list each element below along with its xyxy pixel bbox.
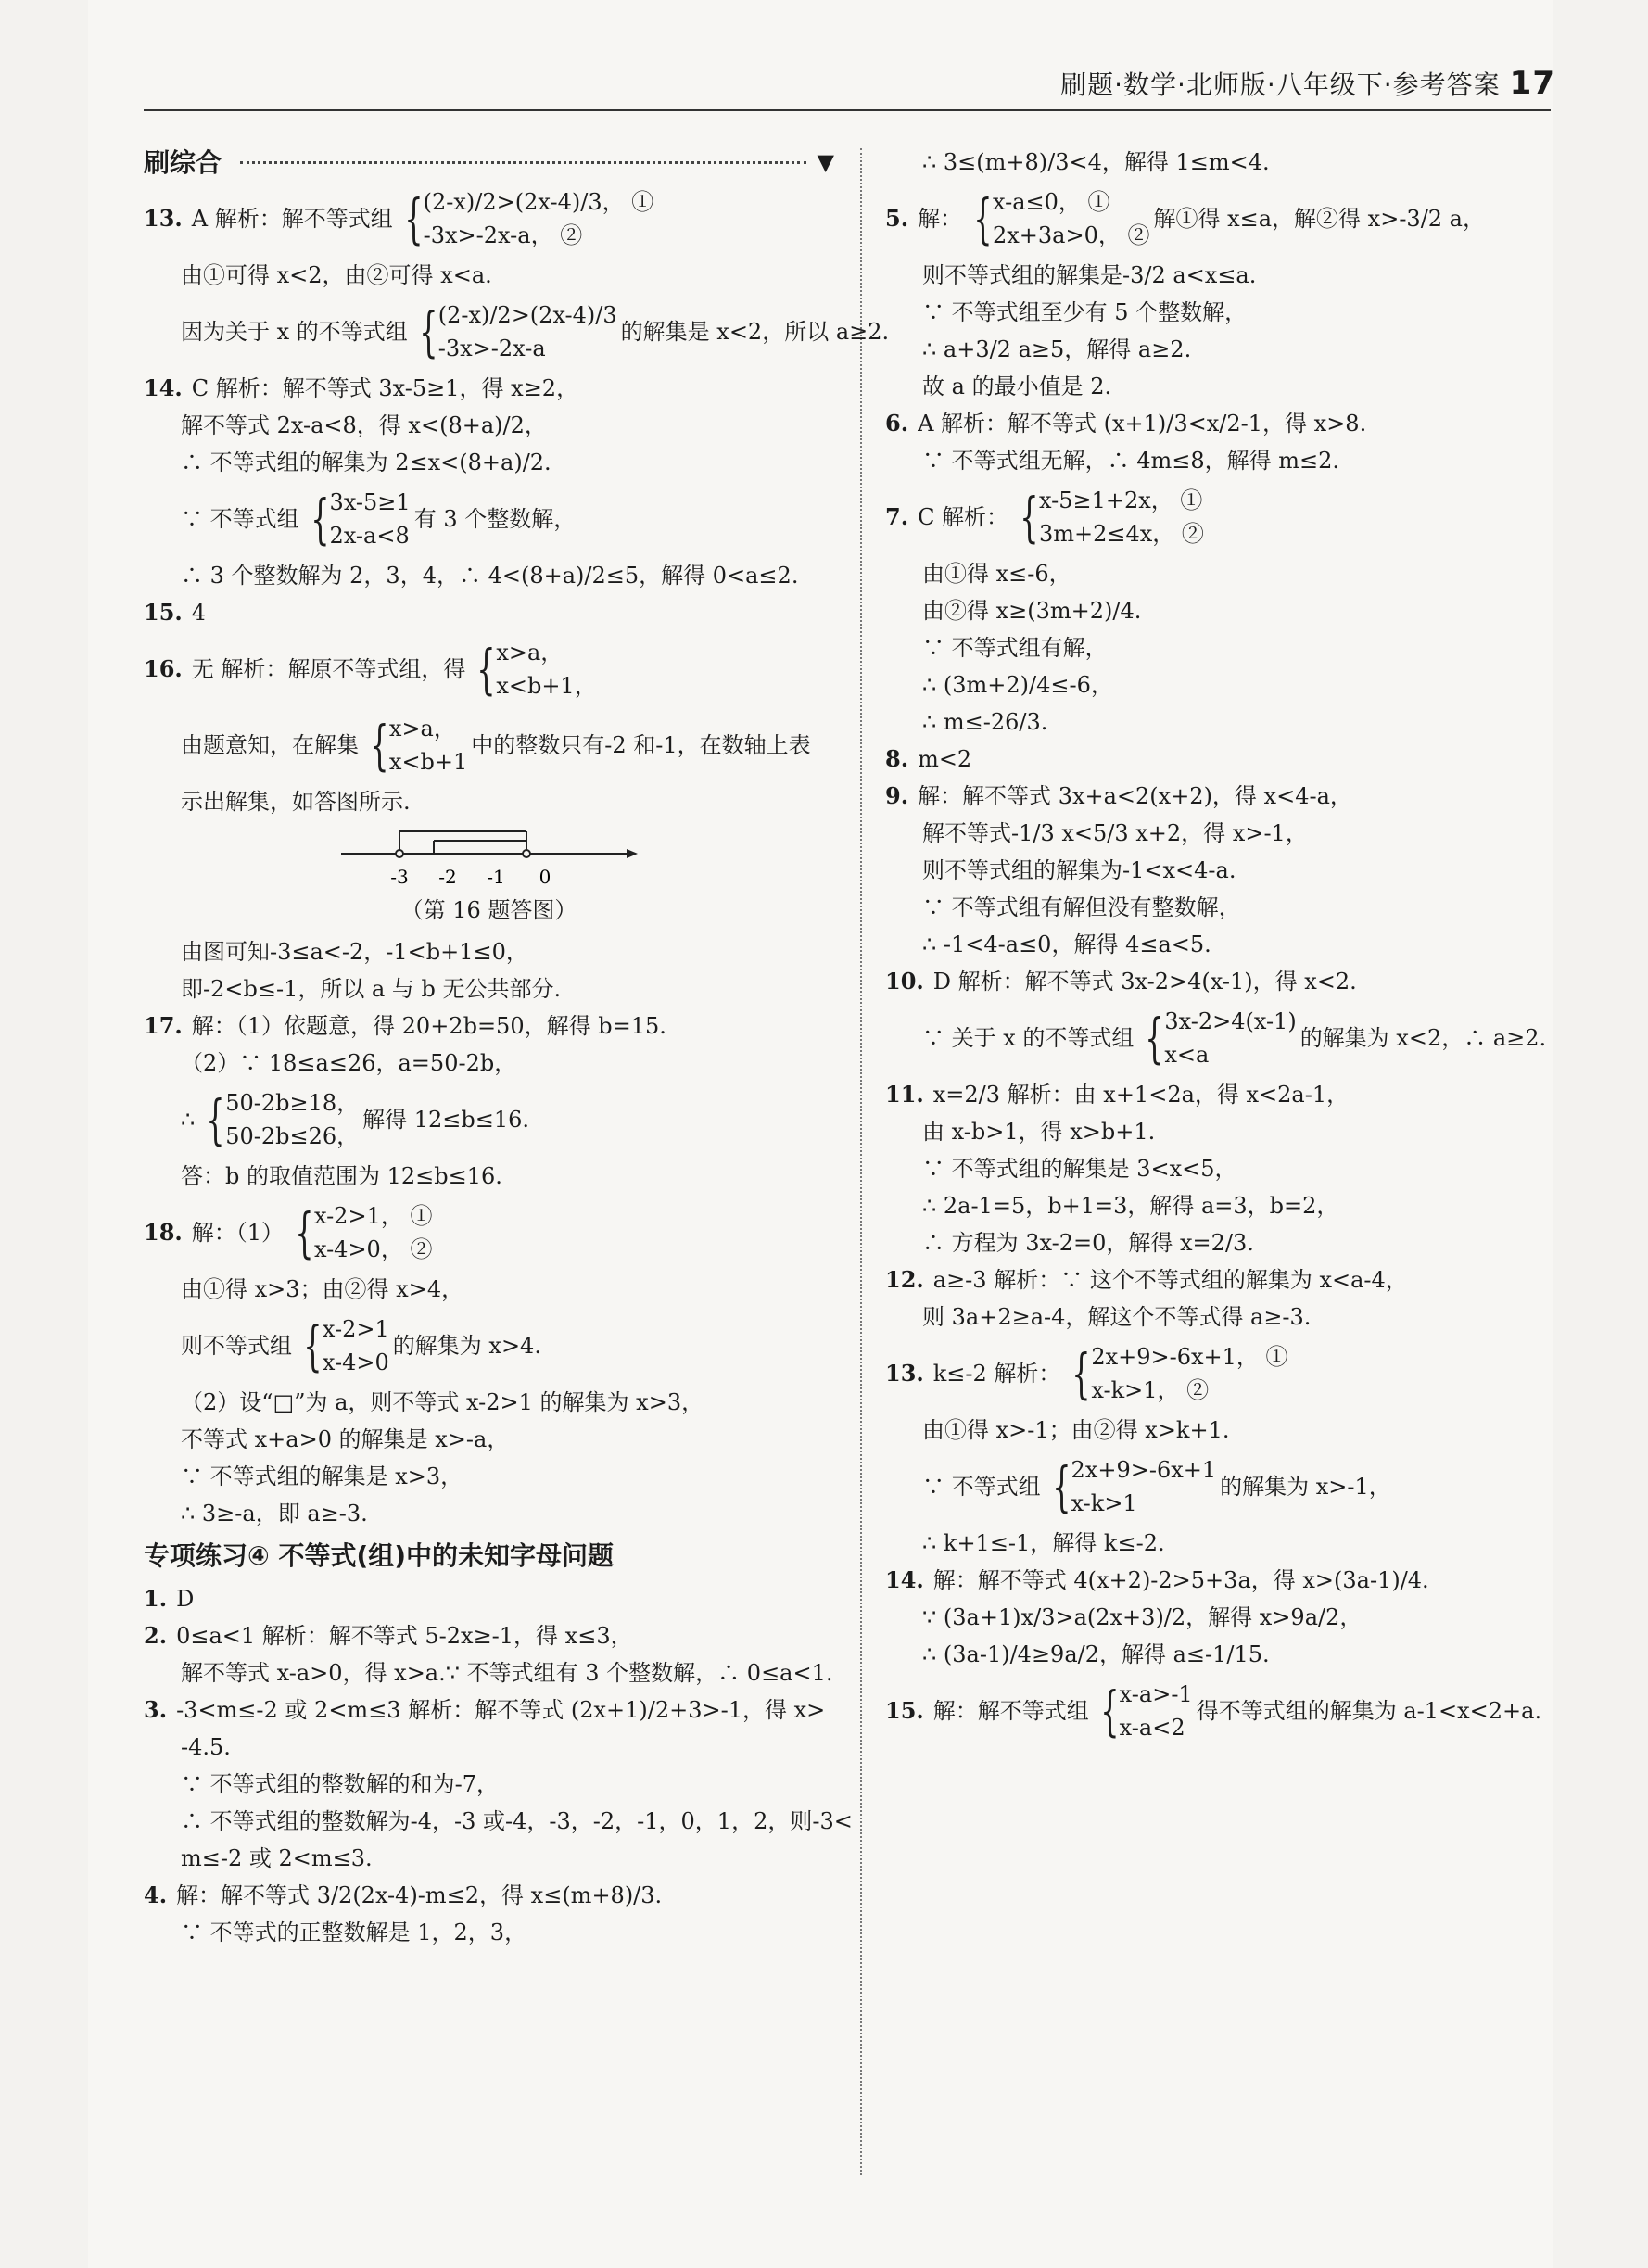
answer-line <box>885 294 1553 331</box>
brace-icon: { <box>1145 1007 1165 1070</box>
answer-line <box>144 1421 834 1458</box>
header-rule <box>144 109 1551 111</box>
answer-text: ∴ -1<4-a≤0，解得 4≤a<5. <box>922 931 1211 957</box>
system-rows <box>323 1312 389 1379</box>
right-column <box>885 144 1553 1749</box>
answer-line <box>144 1803 853 1840</box>
answer-text: ∵ 不等式组至少有 5 个整数解， <box>922 299 1248 325</box>
tick-label: 0 <box>539 866 551 888</box>
question-number: 14. <box>885 1566 924 1593</box>
inequality-system <box>412 298 617 365</box>
inequality-system <box>198 1086 359 1153</box>
answer-text: ∵ 不等式组有解， <box>922 635 1108 661</box>
system-rows <box>330 486 411 552</box>
answer-text: D <box>176 1586 195 1612</box>
tick-label: -2 <box>437 866 457 888</box>
answer-line <box>885 181 1553 257</box>
answer-line <box>885 1525 1553 1562</box>
system-rows <box>1120 1678 1193 1744</box>
answer-text: 示出解集，如答图所示. <box>181 789 411 815</box>
page-header <box>1060 65 1555 102</box>
system-row: x>a， <box>388 716 456 741</box>
brace-icon: { <box>303 1314 323 1377</box>
system-row: x-a>-1 <box>1119 1681 1193 1707</box>
inequality-system <box>303 486 411 552</box>
answer-text: 的解集为 x>-1， <box>1220 1474 1391 1500</box>
brace-icon: { <box>295 1201 314 1264</box>
answer-text: 中的整数只有-2 和-1，在数轴上表 <box>471 732 811 758</box>
system-rows <box>1039 484 1204 551</box>
system-rows <box>1091 1340 1287 1407</box>
answer-text: 无 解析：解原不等式组，得 <box>191 656 466 682</box>
system-rows <box>314 1199 433 1266</box>
answer-line <box>144 1082 834 1158</box>
answer-text: A 解析：解不等式组 <box>191 206 393 232</box>
answer-text: 解不等式 2x-a<8，得 x<(8+a)/2， <box>181 412 547 438</box>
brace-icon: { <box>419 300 438 363</box>
answer-text: ∴ 2a-1=5，b+1=3，解得 a=3，b=2， <box>922 1193 1339 1219</box>
answer-text: 由②得 x≥(3m+2)/4. <box>922 598 1142 624</box>
answer-text: ∴ 3 个整数解为 2，3，4，∴ 4<(8+a)/2≤5，解得 0<a≤2. <box>181 563 799 589</box>
inequality-system <box>966 185 1149 252</box>
answer-text: 由①可得 x<2，由②可得 x<a. <box>181 262 492 288</box>
question-number: 8. <box>885 745 909 772</box>
answer-line <box>144 631 834 707</box>
question-number: 15. <box>885 1697 924 1724</box>
answer-line <box>885 1187 1553 1224</box>
answer-text: 则 3a+2≥a-4，解这个不等式得 a≥-3. <box>922 1304 1312 1330</box>
axis-arrow-icon <box>627 849 638 858</box>
tick-label: -1 <box>486 866 505 888</box>
answer-line <box>144 1580 834 1617</box>
answer-line <box>885 1412 1553 1449</box>
dotted-leader <box>240 161 806 164</box>
answer-text: ∵ 不等式组有解但没有整数解， <box>922 894 1241 920</box>
inequality-system <box>1137 1005 1296 1071</box>
section-title-comprehensive: 刷综合 ▼ <box>144 146 834 178</box>
answer-text: 由 x-b>1，得 x>b+1. <box>922 1119 1156 1145</box>
inequality-system <box>1045 1453 1217 1520</box>
answer-line <box>144 933 834 970</box>
system-row: -3x>-2x-a <box>437 336 546 361</box>
answer-line <box>144 257 834 294</box>
answer-text: 由①得 x>-1；由②得 x>k+1. <box>922 1417 1230 1443</box>
answer-line <box>144 1617 834 1654</box>
answer-text: m<2 <box>918 746 972 772</box>
answer-text: ∴ 方程为 3x-2=0，解得 x=2/3. <box>922 1230 1254 1256</box>
answer-line <box>885 1000 1553 1076</box>
system-rows <box>225 1086 359 1153</box>
answer-text: 解得 12≤b≤16. <box>362 1107 530 1133</box>
system-rows <box>1071 1453 1217 1520</box>
inequality-system <box>362 712 467 779</box>
answer-line <box>144 1045 834 1082</box>
question-number: 13. <box>885 1360 924 1387</box>
system-row: x-k>1， ② <box>1091 1377 1210 1403</box>
system-row: x-5≥1+2x， ① <box>1038 488 1203 513</box>
answer-text: 解：（1）依题意，得 20+2b=50，解得 b=15. <box>191 1013 666 1039</box>
system-rows <box>993 185 1150 252</box>
answer-line <box>144 294 890 370</box>
answer-line <box>144 407 834 444</box>
answer-text: 解不等式 x-a>0，得 x>a.∵ 不等式组有 3 个整数解，∴ 0≤a<1. <box>181 1660 833 1686</box>
answer-text: ∵ 不等式组无解，∴ 4m≤8，解得 m≤2. <box>922 448 1340 474</box>
answer-text: x=2/3 解析：由 x+1<2a，得 x<2a-1， <box>932 1082 1350 1108</box>
answer-line <box>885 1673 1553 1749</box>
answer-line <box>885 889 1553 926</box>
number-line-svg <box>332 828 647 893</box>
answer-text: m≤-2 或 2<m≤3. <box>181 1845 373 1871</box>
answer-line <box>885 1599 1553 1636</box>
answer-text: ∵ 不等式的正整数解是 1，2，3， <box>181 1920 527 1945</box>
answer-text: ∴ (3a-1)/4≥9a/2，解得 a≤-1/15. <box>922 1641 1270 1667</box>
open-point-left <box>396 850 403 857</box>
answer-text: ∵ 不等式组 <box>181 506 299 532</box>
brace-icon: { <box>206 1088 225 1151</box>
system-row: x-4>0， ② <box>313 1236 433 1262</box>
system-rows <box>389 712 467 779</box>
answer-line <box>885 405 1553 442</box>
header-title: 刷题·数学·北师版·八年级下·参考答案 <box>1060 70 1501 100</box>
answer-line <box>885 778 1553 815</box>
answer-text: 因为关于 x 的不等式组 <box>181 319 408 345</box>
answer-line <box>144 1691 834 1729</box>
system-row: x<b+1 <box>388 749 468 775</box>
system-row: x<b+1， <box>496 673 597 699</box>
answer-text: 的解集为 x<2，∴ a≥2. <box>1299 1025 1547 1051</box>
answer-line <box>144 1158 834 1195</box>
system-row: x-2>1， ① <box>313 1203 433 1229</box>
answer-line <box>885 555 1553 592</box>
question-number: 12. <box>885 1266 924 1293</box>
answer-text: A 解析：解不等式 (x+1)/3<x/2-1，得 x>8. <box>918 411 1367 437</box>
inequality-system <box>1012 484 1204 551</box>
answer-text: ∵ 关于 x 的不等式组 <box>922 1025 1135 1051</box>
answer-line <box>885 442 1553 479</box>
answer-text: 由①得 x≤-6， <box>922 561 1071 587</box>
answer-text: 的解集是 x<2，所以 a≥2. <box>620 319 890 345</box>
answer-text: ∴ (3m+2)/4≤-6， <box>922 672 1113 698</box>
answer-line <box>885 368 1553 405</box>
answer-line <box>885 331 1553 368</box>
system-rows <box>496 636 596 703</box>
answer-line <box>144 1308 834 1384</box>
answer-text: 解：解不等式组 <box>932 1698 1089 1724</box>
system-row: x-k>1 <box>1071 1490 1137 1516</box>
question-number: 7. <box>885 503 909 530</box>
answer-text: k≤-2 解析： <box>932 1361 1061 1387</box>
answer-list <box>144 933 834 1532</box>
system-row: x-2>1 <box>322 1316 389 1342</box>
figure-caption: （第 16 题答图） <box>400 897 577 923</box>
system-rows <box>424 185 654 252</box>
question-number: 1. <box>144 1585 168 1612</box>
system-row: (2-x)/2>(2x-4)/3， ① <box>423 189 654 215</box>
answer-text: 有 3 个整数解， <box>413 506 577 532</box>
answer-line <box>885 144 1553 181</box>
answer-line <box>144 1495 834 1532</box>
answer-text: D 解析：解不等式 3x-2>4(x-1)，得 x<2. <box>932 969 1357 995</box>
number-line-diagram <box>144 820 834 896</box>
answer-line <box>885 703 1553 741</box>
answer-text: ∴ 不等式组的解集为 2≤x<(8+a)/2. <box>181 450 551 475</box>
answer-line <box>885 852 1553 889</box>
brace-icon: { <box>1071 1342 1092 1405</box>
answer-line <box>144 1914 834 1951</box>
system-row: 3x-5≥1 <box>329 489 411 515</box>
answer-text: ∵ (3a+1)x/3>a(2x+3)/2，解得 x>9a/2， <box>922 1604 1363 1630</box>
system-row: 2x+9>-6x+1 <box>1071 1457 1217 1483</box>
question-number: 18. <box>144 1219 183 1246</box>
answer-text: ∵ 不等式组的解集是 x>3， <box>181 1463 463 1489</box>
answer-line <box>144 594 834 631</box>
answer-text: 解不等式-1/3 x<5/3 x+2，得 x>-1， <box>922 820 1308 846</box>
brace-icon: { <box>310 488 330 551</box>
answer-text: 则不等式组的解集为-1<x<4-a. <box>922 857 1236 883</box>
answer-text: 答：b 的取值范围为 12≤b≤16. <box>181 1163 502 1189</box>
question-number: 2. <box>144 1622 168 1649</box>
answer-text: ∴ a+3/2 a≥5，解得 a≥2. <box>922 336 1192 362</box>
answer-line <box>144 370 834 407</box>
answer-line <box>144 707 834 783</box>
answer-line <box>885 741 1553 778</box>
inequality-system <box>287 1199 432 1266</box>
question-number: 17. <box>144 1012 183 1039</box>
answer-line <box>144 1840 834 1877</box>
answer-line <box>144 1766 834 1803</box>
answer-text: a≥-3 解析：∵ 这个不等式组的解集为 x<a-4， <box>932 1267 1408 1293</box>
system-row: -3x>-2x-a， ② <box>423 222 583 248</box>
inequality-system <box>1064 1340 1287 1407</box>
answer-text: -4.5. <box>181 1734 231 1760</box>
answer-text: ∴ 3≥-a，即 a≥-3. <box>181 1501 368 1527</box>
question-number: 15. <box>144 599 183 626</box>
answer-text: （2）∵ 18≤a≤26，a=50-2b， <box>181 1050 517 1076</box>
answer-line <box>144 783 834 820</box>
section-title-special-practice: 专项练习④ 不等式(组)中的未知字母问题 <box>144 1540 615 1571</box>
system-row: x-a≤0， ① <box>992 189 1110 215</box>
brace-icon: { <box>476 638 497 701</box>
brace-icon: { <box>1100 1679 1120 1742</box>
question-number: 14. <box>144 374 183 401</box>
inequality-system <box>397 185 653 252</box>
answer-line <box>885 629 1553 666</box>
system-row: x>a， <box>496 640 564 665</box>
system-row: (2-x)/2>(2x-4)/3 <box>437 302 617 328</box>
column-divider <box>860 148 862 2175</box>
answer-line <box>144 444 834 481</box>
answer-text: 解①得 x≤a，解②得 x>-3/2 a， <box>1153 206 1485 232</box>
answer-line <box>144 481 834 557</box>
answer-text: ∵ 不等式组的解集是 3<x<5， <box>922 1156 1237 1182</box>
answer-text: 解：解不等式 3x+a<2(x+2)，得 x<4-a， <box>918 783 1352 809</box>
question-number: 4. <box>144 1882 168 1908</box>
system-row: 3x-2>4(x-1) <box>1164 1008 1297 1034</box>
answer-line <box>144 1654 834 1691</box>
inequality-system <box>1093 1678 1193 1744</box>
answer-list <box>885 144 1553 1749</box>
answer-text: ∵ 不等式组 <box>922 1474 1041 1500</box>
answer-text: 由题意知，在解集 <box>181 732 359 758</box>
answer-line <box>885 1224 1553 1261</box>
question-number: 13. <box>144 205 183 232</box>
inequality-system <box>296 1312 389 1379</box>
system-row: 50-2b≤26， <box>225 1123 360 1149</box>
answer-line <box>885 1261 1553 1299</box>
system-rows <box>1164 1005 1296 1071</box>
answer-text: ∴ 不等式组的整数解为-4，-3 或-4，-3，-2，-1，0，1，2，则-3< <box>181 1808 853 1834</box>
system-row: x<a <box>1164 1042 1210 1068</box>
system-row: 2x-a<8 <box>329 523 410 549</box>
brace-icon: { <box>973 187 993 250</box>
answer-text: 由图可知-3≤a<-2，-1<b+1≤0， <box>181 939 528 965</box>
answer-line <box>885 592 1553 629</box>
answer-line <box>144 1384 834 1421</box>
answer-text: ∴ <box>181 1107 196 1133</box>
question-number: 11. <box>885 1081 924 1108</box>
question-number: 3. <box>144 1696 168 1723</box>
answer-text: 解：解不等式 4(x+2)-2>5+3a，得 x>(3a-1)/4. <box>932 1567 1429 1593</box>
page-number: 17 <box>1509 65 1555 102</box>
answer-line <box>885 1076 1553 1113</box>
answer-text: 则不等式组 <box>181 1333 292 1359</box>
answer-line <box>885 815 1553 852</box>
system-rows <box>438 298 617 365</box>
system-row: 2x+9>-6x+1， ① <box>1091 1344 1288 1370</box>
answer-text: 由①得 x>3；由②得 x>4， <box>181 1276 464 1302</box>
answer-text: 不等式 x+a>0 的解集是 x>-a， <box>181 1426 510 1452</box>
answer-line <box>885 1449 1553 1525</box>
left-column <box>144 144 890 1951</box>
question-number: 10. <box>885 968 924 995</box>
answer-text: 的解集为 x>4. <box>392 1333 541 1359</box>
answer-text: ∴ m≤-26/3. <box>922 709 1048 735</box>
system-row: x-a<2 <box>1119 1715 1185 1741</box>
answer-line <box>144 1877 834 1914</box>
answer-text: ∴ 3≤(m+8)/3<4，解得 1≤m<4. <box>922 149 1270 175</box>
answer-list <box>144 1580 853 1951</box>
answer-line <box>885 257 1553 294</box>
question-number: 5. <box>885 205 909 232</box>
system-row: x-4>0 <box>322 1349 389 1375</box>
answer-text: C 解析： <box>918 504 1009 530</box>
answer-text: 得不等式组的解集为 a-1<x<2+a. <box>1196 1698 1542 1724</box>
answer-line <box>885 479 1553 555</box>
answer-line <box>144 1729 834 1766</box>
brace-icon: { <box>370 714 389 777</box>
answer-line <box>885 926 1553 963</box>
brace-icon: { <box>404 187 424 250</box>
answer-text: 解：（1） <box>191 1220 285 1246</box>
answer-text: （2）设“□”为 a，则不等式 x-2>1 的解集为 x>3， <box>181 1389 704 1415</box>
answer-line <box>144 1271 834 1308</box>
answer-text: 4 <box>191 600 207 626</box>
answer-line <box>885 666 1553 703</box>
answer-line <box>885 963 1553 1000</box>
answer-line <box>144 1195 834 1271</box>
answer-text: 0≤a<1 解析：解不等式 5-2x≥-1，得 x≤3， <box>176 1623 633 1649</box>
question-number: 9. <box>885 782 909 809</box>
answer-line <box>885 1336 1553 1412</box>
question-number: 16. <box>144 655 183 682</box>
answer-text: C 解析：解不等式 3x-5≥1，得 x≥2， <box>191 375 579 401</box>
answer-line <box>144 1007 834 1045</box>
answer-text: 解： <box>918 206 963 232</box>
answer-text: 即-2<b≤-1，所以 a 与 b 无公共部分. <box>181 976 562 1002</box>
answer-line <box>144 970 834 1007</box>
triangle-marker-icon: ▼ <box>817 149 834 175</box>
tick-label: -3 <box>389 866 409 888</box>
brace-icon: { <box>1020 486 1039 549</box>
system-row: 3m+2≤4x， ② <box>1038 521 1204 547</box>
answer-text: 解：解不等式 3/2(2x-4)-m≤2，得 x≤(m+8)/3. <box>176 1882 663 1908</box>
answer-text: 故 a 的最小值是 2. <box>922 374 1112 399</box>
answer-line <box>885 1113 1553 1150</box>
answer-line <box>144 181 834 257</box>
open-point-right <box>523 850 530 857</box>
answer-line <box>885 1562 1553 1599</box>
answer-line <box>144 557 834 594</box>
answer-text: -3<m≤-2 或 2<m≤3 解析：解不等式 (2x+1)/2+3>-1，得 x> <box>176 1697 826 1723</box>
answer-text: ∵ 不等式组的整数解的和为-7， <box>181 1771 500 1797</box>
question-number: 6. <box>885 410 909 437</box>
inequality-system <box>469 636 596 703</box>
answer-line <box>144 1458 834 1495</box>
answer-line <box>885 1150 1553 1187</box>
answer-line <box>885 1299 1553 1336</box>
brace-icon: { <box>1051 1455 1071 1518</box>
system-row: 2x+3a>0， ② <box>992 222 1150 248</box>
answer-list <box>144 181 890 820</box>
answer-text: ∴ k+1≤-1，解得 k≤-2. <box>922 1530 1165 1556</box>
answer-text: 则不等式组的解集是-3/2 a<x≤a. <box>922 262 1257 288</box>
system-row: 50-2b≥18， <box>225 1090 360 1116</box>
answer-line <box>885 1636 1553 1673</box>
